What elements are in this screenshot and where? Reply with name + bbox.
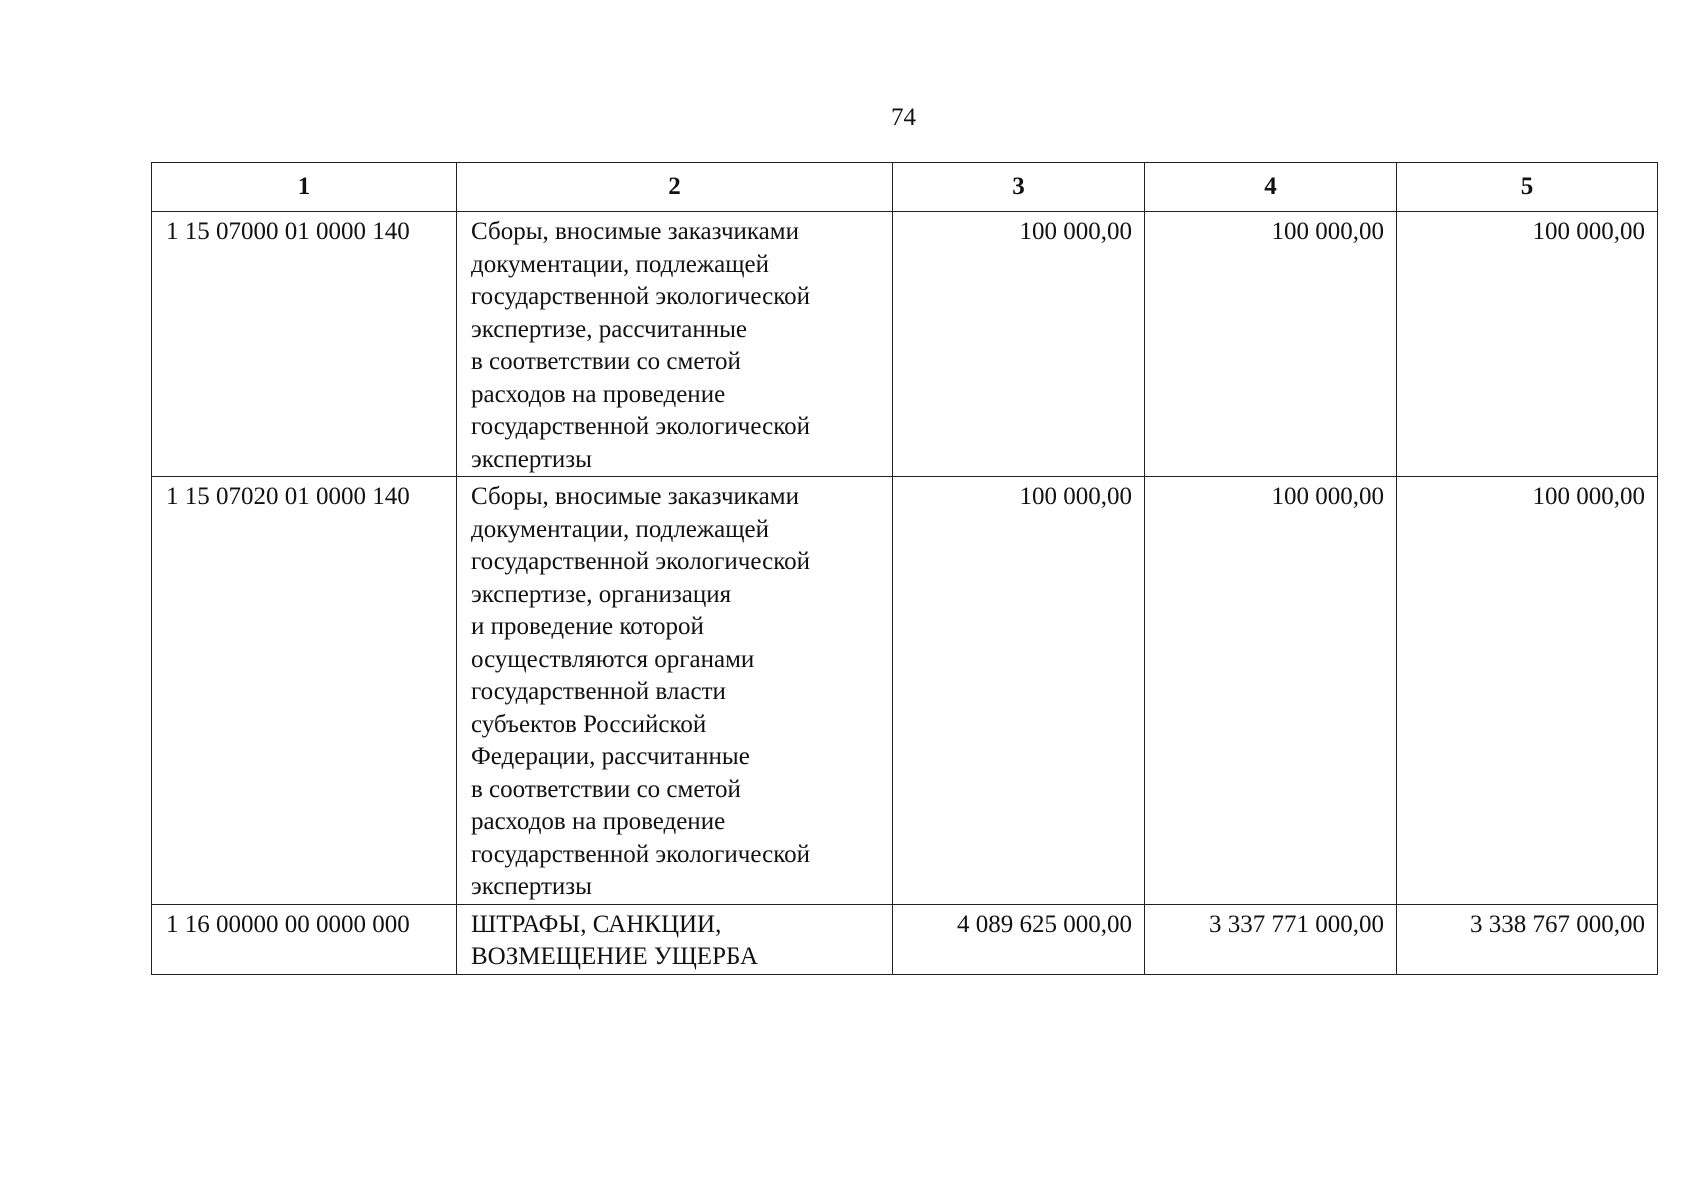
table-row — [152, 477, 1658, 905]
amount-col3-cell: 100 000,00 — [893, 212, 1145, 477]
amount-col4-cell: 100 000,00 — [1145, 477, 1397, 905]
amount-col5-cell: 100 000,00 — [1397, 212, 1658, 477]
budget-code-cell: 1 15 07020 01 0000 140 — [152, 477, 457, 905]
description-cell: ШТРАФЫ, САНКЦИИ, ВОЗМЕЩЕНИЕ УЩЕРБА — [457, 904, 893, 974]
table-header-row — [152, 163, 1658, 212]
budget-table — [151, 162, 1658, 975]
amount-col5-cell: 100 000,00 — [1397, 477, 1658, 905]
amount-col4-cell: 3 337 771 000,00 — [1145, 904, 1397, 974]
description-cell: Сборы, вносимые заказчиками документации, подлежащей государственной экологической экспертизе, организация и проведение которой осуществляются органами государственной власти субъектов Российской Федерации, рассчитанные в соответствии со сметой расходов на проведение государственной экологической экспертизы — [457, 477, 893, 905]
amount-col4-cell: 100 000,00 — [1145, 212, 1397, 477]
column-header-3: 3 — [893, 163, 1145, 212]
column-header-2: 2 — [457, 163, 893, 212]
description-cell: Сборы, вносимые заказчиками документации, подлежащей государственной экологической экспертизе, рассчитанные в соответствии со сметой расходов на проведение государственной экологической экспертизы — [457, 212, 893, 477]
column-header-4: 4 — [1145, 163, 1397, 212]
table-row — [152, 212, 1658, 477]
budget-code-cell: 1 15 07000 01 0000 140 — [152, 212, 457, 477]
column-header-1: 1 — [152, 163, 457, 212]
amount-col3-cell: 100 000,00 — [893, 477, 1145, 905]
column-header-5: 5 — [1397, 163, 1658, 212]
amount-col3-cell: 4 089 625 000,00 — [893, 904, 1145, 974]
amount-col5-cell: 3 338 767 000,00 — [1397, 904, 1658, 974]
page-number: 74 — [891, 104, 916, 131]
table-row — [152, 904, 1658, 974]
budget-code-cell: 1 16 00000 00 0000 000 — [152, 904, 457, 974]
